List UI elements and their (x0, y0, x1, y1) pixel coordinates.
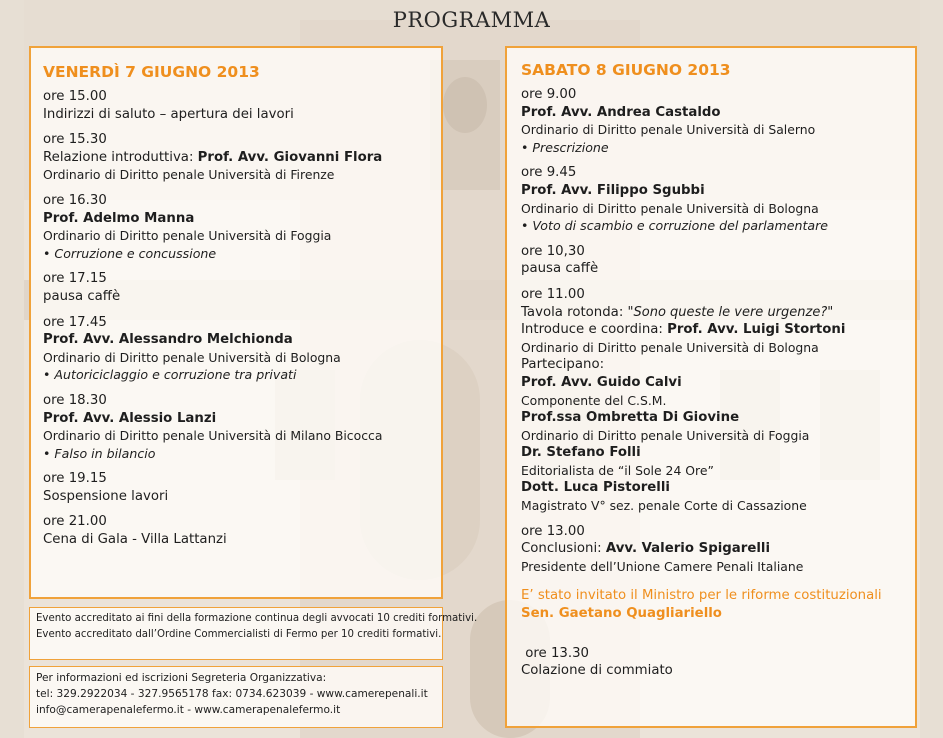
speaker-role: Ordinario di Diritto penale Università di Bologna (521, 200, 819, 216)
session-text: pausa caffè (43, 288, 121, 304)
round-table-prefix: Tavola rotonda: (521, 304, 628, 320)
speaker-name: Prof. Avv. Alessio Lanzi (43, 410, 217, 426)
participant-name: Prof.ssa Ombretta Di Giovine (521, 410, 740, 426)
session-time: ore 19.15 (43, 471, 107, 487)
invited-minister-name: Sen. Gaetano Quagliariello (521, 606, 722, 622)
session-item (43, 88, 439, 123)
contact-line: Per informazioni ed iscrizioni Segreteria Organizzativa: (36, 672, 327, 684)
speaker-name: Prof. Avv. Alessandro Melchionda (43, 332, 293, 348)
session-time: ore 17.45 (43, 314, 107, 330)
round-table-session (521, 286, 913, 515)
session-time: ore 13.30 (521, 645, 590, 661)
session-time: ore 21.00 (43, 514, 107, 530)
session-text: Indirizzi di saluto – apertura dei lavori (43, 106, 294, 122)
session-time: ore 10,30 (521, 243, 585, 259)
speaker-name: Avv. Valerio Spigarelli (605, 541, 771, 557)
contact-info (36, 670, 428, 718)
session-item (521, 523, 913, 576)
talk-topic: • Corruzione e concussione (43, 245, 217, 261)
session-prefix: Conclusioni: (521, 541, 606, 557)
accreditation-line: Evento accreditato ai fini della formazione continua degli avvocati 10 crediti formativi. (36, 613, 478, 624)
round-table-title-line (521, 304, 913, 322)
accreditation-line: Evento accreditato dall’Ordine Commercialisti di Fermo per 10 crediti formativi. (36, 629, 442, 640)
saturday-schedule (521, 60, 913, 688)
participant-name: Dr. Stefano Folli (521, 445, 641, 461)
session-text: Colazione di commiato (521, 663, 673, 679)
speaker-role: Ordinario di Diritto penale Università di Milano Bicocca (43, 428, 383, 444)
accreditation-text (36, 611, 477, 643)
friday-heading: VENERDÌ 7 GIUGNO 2013 (43, 63, 260, 81)
moderator-line (521, 321, 913, 339)
session-time: ore 18.30 (43, 392, 107, 408)
moderator-role: Ordinario di Diritto penale Università di Bologna (521, 339, 819, 355)
invitation-text: E’ stato invitato il Ministro per le riforme costituzionali (521, 588, 882, 604)
session-item (521, 86, 913, 156)
speaker-role: Presidente dell’Unione Camere Penali Italiane (521, 558, 804, 574)
saturday-heading: SABATO 8 GIUGNO 2013 (521, 61, 731, 79)
talk-topic: • Falso in bilancio (43, 445, 156, 461)
speaker-role: Ordinario di Diritto penale Università di Bologna (43, 349, 341, 365)
contact-email[interactable]: info@camerapenalefermo.it - www.camerapenalefermo.it (36, 704, 341, 716)
talk-topic: • Voto di scambio e corruzione del parlamentare (521, 218, 829, 234)
participants-label: Partecipano: (521, 357, 605, 373)
moderator-prefix: Introduce e coordina: (521, 322, 668, 338)
friday-schedule (43, 62, 439, 557)
participant-role: Componente del C.S.M. (521, 392, 667, 408)
session-item (43, 314, 439, 384)
session-text: Cena di Gala - Villa Lattanzi (43, 532, 227, 548)
session-item (521, 164, 913, 234)
session-time: ore 9.45 (521, 165, 577, 181)
invitation-note (521, 587, 913, 622)
speaker-role: Ordinario di Diritto penale Università di Salerno (521, 122, 816, 138)
session-item (43, 131, 439, 184)
session-time: ore 17.15 (43, 271, 107, 287)
participant-name: Dott. Luca Pistorelli (521, 480, 670, 496)
speaker-name: Prof. Avv. Giovanni Flora (197, 149, 383, 165)
session-item (43, 192, 439, 262)
session-time: ore 16.30 (43, 192, 107, 208)
session-item (43, 392, 439, 462)
session-text: Sospensione lavori (43, 488, 169, 504)
session-time: ore 13.00 (521, 523, 585, 539)
round-table-title: "Sono queste le vere urgenze?" (627, 304, 834, 320)
session-item (521, 645, 913, 680)
session-text: pausa caffè (521, 261, 599, 277)
session-item (43, 470, 439, 505)
contact-phones[interactable]: tel: 329.2922034 - 327.9565178 fax: 0734.623039 - www.camerepenali.it (36, 688, 428, 700)
session-time: ore 15.30 (43, 132, 107, 148)
participant-role: Magistrato V° sez. penale Corte di Cassazione (521, 498, 807, 514)
participant-role: Ordinario di Diritto penale Università di Foggia (521, 427, 810, 443)
talk-topic: • Autoriciclaggio e corruzione tra privati (43, 367, 297, 383)
speaker-role: Ordinario di Diritto penale Università di Foggia (43, 228, 332, 244)
session-speaker-line (521, 540, 913, 558)
speaker-name: Prof. Avv. Andrea Castaldo (521, 104, 721, 120)
session-item (43, 513, 439, 548)
participant-role: Editorialista de “il Sole 24 Ore” (521, 462, 714, 478)
moderator-name: Prof. Avv. Luigi Stortoni (667, 322, 846, 338)
session-item (521, 243, 913, 278)
page-title: PROGRAMMA (392, 8, 551, 32)
session-time: ore 15.00 (43, 89, 107, 104)
talk-topic: • Prescrizione (521, 139, 609, 155)
session-item (43, 270, 439, 305)
participant-name: Prof. Avv. Guido Calvi (521, 374, 682, 390)
speaker-name: Prof. Adelmo Manna (43, 210, 195, 226)
session-time: ore 9.00 (521, 87, 577, 102)
session-prefix: Relazione introduttiva: (43, 149, 198, 165)
speaker-role: Ordinario di Diritto penale Università di Firenze (43, 167, 335, 183)
session-speaker-line (43, 149, 439, 167)
speaker-name: Prof. Avv. Filippo Sgubbi (521, 182, 705, 198)
session-time: ore 11.00 (521, 286, 585, 302)
